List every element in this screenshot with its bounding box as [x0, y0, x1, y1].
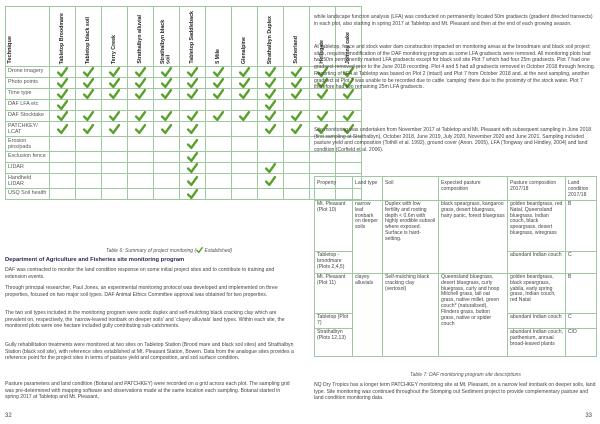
check-icon — [109, 89, 120, 99]
matrix-cell — [258, 111, 284, 122]
matrix-cell — [102, 152, 128, 163]
paragraph: while landscape function analysis (LFA) was conducted on permanently located 50m gradsects (gradient directed transects) in each plot, also starting in spring 2017 at Tabletop and Mt. Pleasant and then at the end of each growing season. — [314, 14, 593, 27]
matrix-cell — [180, 152, 206, 163]
check-icon — [135, 111, 146, 121]
check-icon — [135, 124, 146, 134]
matrix-cell — [76, 100, 102, 111]
check-icon — [239, 111, 250, 121]
check-icon — [187, 67, 198, 77]
matrix-cell — [102, 100, 128, 111]
soil-cell: Self-mulching black cracking clay (vertosol) — [383, 273, 439, 356]
check-icon — [57, 78, 68, 88]
property-cell: Strathalbyn (Plots 12,13) — [315, 328, 353, 356]
matrix-cell — [50, 189, 76, 200]
page-number: 32 — [5, 413, 12, 419]
check-icon — [135, 89, 146, 99]
matrix-cell — [102, 122, 128, 137]
column-header: Property — [315, 177, 353, 201]
matrix-cell — [180, 89, 206, 100]
site-header: Johnny cake — [336, 7, 362, 67]
condition-cell: C — [566, 251, 597, 273]
paragraph: DAF was contracted to monitor the land condition response on some initial project sites and to contribute to training and extension events. — [5, 267, 275, 280]
site-header: Tabletop Broodmare — [50, 7, 76, 67]
check-icon — [83, 124, 94, 134]
daf-heading: Department of Agriculture and Fisheries site monitoring program — [5, 257, 185, 263]
property-cell: Tabletop - broodmare (Plots 2,4,5) — [315, 251, 353, 273]
matrix-cell — [232, 152, 258, 163]
right-page — [300, 0, 600, 424]
matrix-cell — [128, 174, 154, 189]
check-icon — [161, 67, 172, 77]
matrix-cell — [128, 163, 154, 174]
check-icon — [213, 78, 224, 88]
check-icon — [109, 111, 120, 121]
matrix-cell — [128, 100, 154, 111]
check-icon — [57, 100, 68, 110]
matrix-cell — [102, 111, 128, 122]
property-cell: Mt. Pleasant (Plot 11) — [315, 273, 353, 313]
matrix-cell — [258, 100, 284, 111]
matrix-cell — [180, 163, 206, 174]
check-icon — [187, 78, 198, 88]
matrix-cell — [232, 122, 258, 137]
check-icon — [213, 67, 224, 77]
matrix-cell — [154, 122, 180, 137]
matrix-cell — [154, 78, 180, 89]
matrix-cell — [180, 78, 206, 89]
matrix-cell — [154, 152, 180, 163]
check-icon — [187, 89, 198, 99]
check-icon — [265, 111, 276, 121]
matrix-cell — [102, 67, 128, 78]
matrix-cell — [154, 189, 180, 200]
matrix-cell — [232, 67, 258, 78]
matrix-cell — [206, 137, 232, 152]
check-icon — [57, 124, 68, 134]
matrix-cell — [258, 163, 284, 174]
column-header: Land condition 2017/18 — [566, 177, 597, 201]
matrix-cell — [50, 152, 76, 163]
matrix-cell — [50, 89, 76, 100]
technique-label: Exclusion fence — [6, 152, 50, 163]
matrix-cell — [232, 78, 258, 89]
check-icon — [239, 67, 250, 77]
land-type-cell: clayey alluvials — [353, 273, 383, 356]
property-cell: Mt. Pleasant (Plot 10) — [315, 200, 353, 251]
land-type-cell: narrow leaf ironbark on deeper soils — [353, 200, 383, 273]
expected-composition-cell: black speargrass, kangaroo grass, desert bluegrass, hairy panic, forest bluegrass — [439, 200, 508, 273]
matrix-cell — [258, 174, 284, 189]
technique-label: USQ Soil health — [6, 189, 50, 200]
check-icon — [187, 111, 198, 121]
check-icon — [161, 89, 172, 99]
property-table — [314, 176, 597, 357]
matrix-cell — [206, 67, 232, 78]
check-icon — [187, 152, 198, 162]
check-icon — [135, 67, 146, 77]
technique-label: Time type — [6, 89, 50, 100]
matrix-cell — [76, 67, 102, 78]
matrix-cell — [258, 122, 284, 137]
matrix-cell — [154, 163, 180, 174]
check-icon — [83, 111, 94, 121]
matrix-cell — [76, 89, 102, 100]
matrix-cell — [232, 100, 258, 111]
matrix-cell — [128, 152, 154, 163]
matrix-cell — [154, 89, 180, 100]
matrix-cell — [232, 111, 258, 122]
check-icon — [161, 124, 172, 134]
matrix-cell — [128, 122, 154, 137]
check-icon — [265, 176, 276, 186]
matrix-cell — [206, 174, 232, 189]
matrix-cell — [76, 137, 102, 152]
column-header: Soil — [383, 177, 439, 201]
matrix-cell — [76, 174, 102, 189]
matrix-cell — [206, 189, 232, 200]
caption-prefix: Table 6: Summary of project monitoring ( — [106, 248, 197, 254]
matrix-cell — [128, 89, 154, 100]
matrix-cell — [180, 111, 206, 122]
matrix-cell — [50, 100, 76, 111]
property-cell: Tabletop (Plot 7) — [315, 313, 353, 328]
matrix-cell — [180, 122, 206, 137]
matrix-cell — [102, 137, 128, 152]
composition-cell: golden beardgrass, red Natal, Queensland bluegrass, Indian couch, black speargrass, desert bluegrass, wiregrass — [508, 200, 566, 251]
matrix-cell — [154, 67, 180, 78]
matrix-cell — [102, 189, 128, 200]
table-row — [315, 273, 597, 313]
matrix-cell — [206, 100, 232, 111]
page-number: 33 — [585, 413, 592, 419]
check-icon — [265, 67, 276, 77]
matrix-cell — [180, 137, 206, 152]
matrix-cell — [50, 111, 76, 122]
matrix-cell — [232, 163, 258, 174]
matrix-cell — [102, 89, 128, 100]
matrix-cell — [50, 122, 76, 137]
matrix-cell — [76, 78, 102, 89]
paragraph: NQ Dry Tropics has a longer term PATCHKEY monitoring site at Mt. Pleasant, on a narrow leaf ironbark on deeper soils, land type. Site monitoring was continued throughout the Stomping out Sediment project to provide complementary pasture and land condition monitoring data. — [314, 382, 596, 402]
check-icon — [161, 78, 172, 88]
paragraph: Site monitoring was undertaken from November 2017 at Tabletop and Mt. Pleasant with subsequent sampling in June 2018 (first sampling at Strathalbyn), October 2018, June 2019, July 2020, November 2020 and June 2021. Sampling included pasture yield and composition (Tothill et al. 1992), ground cover (Anon. 2005), LFA (Tongway and Hindley, 2004) and land condition (Corfield et al. 2006). — [314, 127, 592, 154]
check-icon — [109, 124, 120, 134]
matrix-cell — [206, 89, 232, 100]
matrix-cell — [102, 163, 128, 174]
composition-cell: abundant Indian couch — [508, 251, 566, 273]
site-header: Strathalbyn black soil — [154, 7, 180, 67]
matrix-cell — [76, 122, 102, 137]
check-icon — [239, 89, 250, 99]
check-icon — [83, 78, 94, 88]
matrix-cell — [206, 152, 232, 163]
matrix-cell — [128, 78, 154, 89]
technique-label: LIDAR — [6, 163, 50, 174]
check-icon — [83, 89, 94, 99]
matrix-cell — [102, 78, 128, 89]
check-icon — [83, 67, 94, 77]
check-icon — [187, 139, 198, 149]
check-icon — [187, 163, 198, 173]
paragraph: Through principal researcher, Paul Jones, an experimental monitoring protocol was developed and implemented on three properties, focused on two major soil types. DAF Animal Ethics Committee approval was obtained for two properties. — [5, 285, 278, 298]
check-icon — [213, 89, 224, 99]
matrix-cell — [50, 78, 76, 89]
check-icon — [187, 189, 198, 199]
check-icon — [213, 111, 224, 121]
check-icon — [265, 100, 276, 110]
check-icon — [161, 111, 172, 121]
paragraph: Gully rehabilitation treatments were monitored at two sites on Tabletop Station (Brood mare and black soil sites) and Strathalbyn Station (black soil site), with reference sites established at Mt. Pleasant Station, Bowen. Data from the analogue sites provides a reference point for the project sites in terms of pasture yield and composition, and soil surface condition. — [5, 342, 294, 362]
matrix-cell — [76, 152, 102, 163]
matrix-cell — [154, 174, 180, 189]
site-header: 5 Mile — [206, 7, 232, 67]
matrix-cell — [258, 78, 284, 89]
matrix-cell — [128, 67, 154, 78]
matrix-cell — [206, 78, 232, 89]
check-icon — [239, 78, 250, 88]
composition-cell: golden beardgrass, black speargrass, yabila, early spring grass, Indian couch, red Natal — [508, 273, 566, 313]
matrix-cell — [76, 189, 102, 200]
matrix-cell — [102, 174, 128, 189]
condition-cell: B — [566, 200, 597, 251]
check-icon — [265, 163, 276, 173]
composition-cell: abundant Indian couch — [508, 313, 566, 328]
site-header: Glenalpine — [232, 7, 258, 67]
technique-header: Technique — [6, 7, 50, 67]
matrix-cell — [258, 189, 284, 200]
condition-cell: C — [566, 313, 597, 328]
site-header: Hellsgate — [310, 7, 336, 67]
matrix-cell — [128, 111, 154, 122]
site-header: Tabletop Saddleback — [180, 7, 206, 67]
matrix-cell — [258, 152, 284, 163]
matrix-cell — [154, 100, 180, 111]
technique-label: DAF LFA etc — [6, 100, 50, 111]
matrix-cell — [128, 137, 154, 152]
expected-composition-cell: Queensland bluegrass, desert bluegrass, curly bluegrass, curly and hoop Mitchell grass, tall oat grass, native millet, green couch* (naturalised), Flinders grass, button grass, native or spider couch — [439, 273, 508, 356]
table-7-caption: Table 7: DAF monitoring program site descriptions — [410, 372, 521, 378]
matrix-cell — [206, 122, 232, 137]
column-header: Expected pasture composition — [439, 177, 508, 201]
site-header: Strathalbyn Duplex — [258, 7, 284, 67]
matrix-cell — [180, 174, 206, 189]
check-icon — [109, 67, 120, 77]
check-icon — [187, 176, 198, 186]
table-6-caption — [106, 247, 232, 254]
check-icon — [187, 124, 198, 134]
paragraph: The two soil types included in the monitoring program were sodic duplex and self-mulching black cracking clay which are prevalent on, respectively, the ‘narrow-leaved ironbark on deeper soils’ and ‘clayey alluvials’ land types. Within each site, the monitored plots were one hectare included gully contributing sub-catchments. — [5, 310, 285, 330]
technique-label: Photo points — [6, 78, 50, 89]
matrix-cell — [232, 137, 258, 152]
check-icon — [57, 89, 68, 99]
matrix-cell — [258, 89, 284, 100]
site-header: Terry Creek — [102, 7, 128, 67]
paragraph: At Tabletop, fence and stock water dam construction impacted on monitoring areas at the broodmare and black soil project sites, requiring modification of the DAF monitoring program as some LFA gradsects were removed. All monitoring plots had two 50m permanently marked LFA gradsects except for black soil site Plot 7 which had four 25m gradsects. Plot 7 had one gradsect removed prior to the June 2018 recording. Plot 4 and 5 had all gradsects removed in October 2018 through fencing. Reporting of LFA at Tabletop was based on Plot 2 (intact) and Plot 7 from October 2018 and, at the next sampling, another gradsect at Plot 7 was unable to be recorded due to cattle ‘camping’ there due to the proximity of the stock water. Plot 7 therefore had two remaining 25m LFA gradsects. — [314, 44, 596, 91]
check-icon — [265, 78, 276, 88]
matrix-cell — [180, 189, 206, 200]
site-header: Sutherland — [284, 7, 310, 67]
matrix-cell — [50, 174, 76, 189]
technique-label: DAF Stocktake — [6, 111, 50, 122]
technique-label: Handheld LIDAR — [6, 174, 50, 189]
table-row — [315, 200, 597, 251]
matrix-cell — [232, 174, 258, 189]
check-icon — [265, 124, 276, 134]
matrix-cell — [50, 163, 76, 174]
matrix-cell — [180, 100, 206, 111]
technique-label: Drone imagery — [6, 67, 50, 78]
matrix-cell — [154, 111, 180, 122]
matrix-cell — [128, 189, 154, 200]
matrix-cell — [50, 137, 76, 152]
matrix-cell — [154, 137, 180, 152]
site-header: Strathalbyn alluvial — [128, 7, 154, 67]
condition-cell: B — [566, 273, 597, 313]
technique-label: Erosion pins/pads — [6, 137, 50, 152]
matrix-cell — [76, 111, 102, 122]
matrix-cell — [232, 89, 258, 100]
matrix-cell — [206, 111, 232, 122]
matrix-cell — [232, 189, 258, 200]
technique-label: PATCHKEY/ LCAT — [6, 122, 50, 137]
condition-cell: C/D — [566, 328, 597, 356]
matrix-cell — [76, 163, 102, 174]
composition-cell: abundant Indian couch, parthenium, annual broad-leaved plants — [508, 328, 566, 356]
check-icon — [265, 89, 276, 99]
site-header: Tabletop black soil — [76, 7, 102, 67]
check-icon — [135, 78, 146, 88]
check-icon — [57, 67, 68, 77]
matrix-cell — [180, 67, 206, 78]
paragraph: Pasture parameters and land condition (Botanal and PATCHKEY) were recorded on a grid across each plot. The sampling grid was pre-determined with mapping software and observations made at the same location each sampling. Botanal started in spring 2017 at Tabletop and Mt. Pleasant, — [5, 381, 290, 401]
soil-cell: Duplex with low fertility and rooting depth < 0.6m with highly erodible subsoil where exposed. Surface is hard-setting. — [383, 200, 439, 273]
property-table-header — [315, 177, 597, 201]
check-icon — [109, 78, 120, 88]
matrix-cell — [258, 137, 284, 152]
matrix-cell — [258, 67, 284, 78]
caption-suffix: Established) — [203, 248, 233, 254]
check-icon — [57, 111, 68, 121]
matrix-cell — [50, 67, 76, 78]
column-header: Pasture composition 2017/18 — [508, 177, 566, 201]
matrix-cell — [206, 163, 232, 174]
column-header: Land type — [353, 177, 383, 201]
